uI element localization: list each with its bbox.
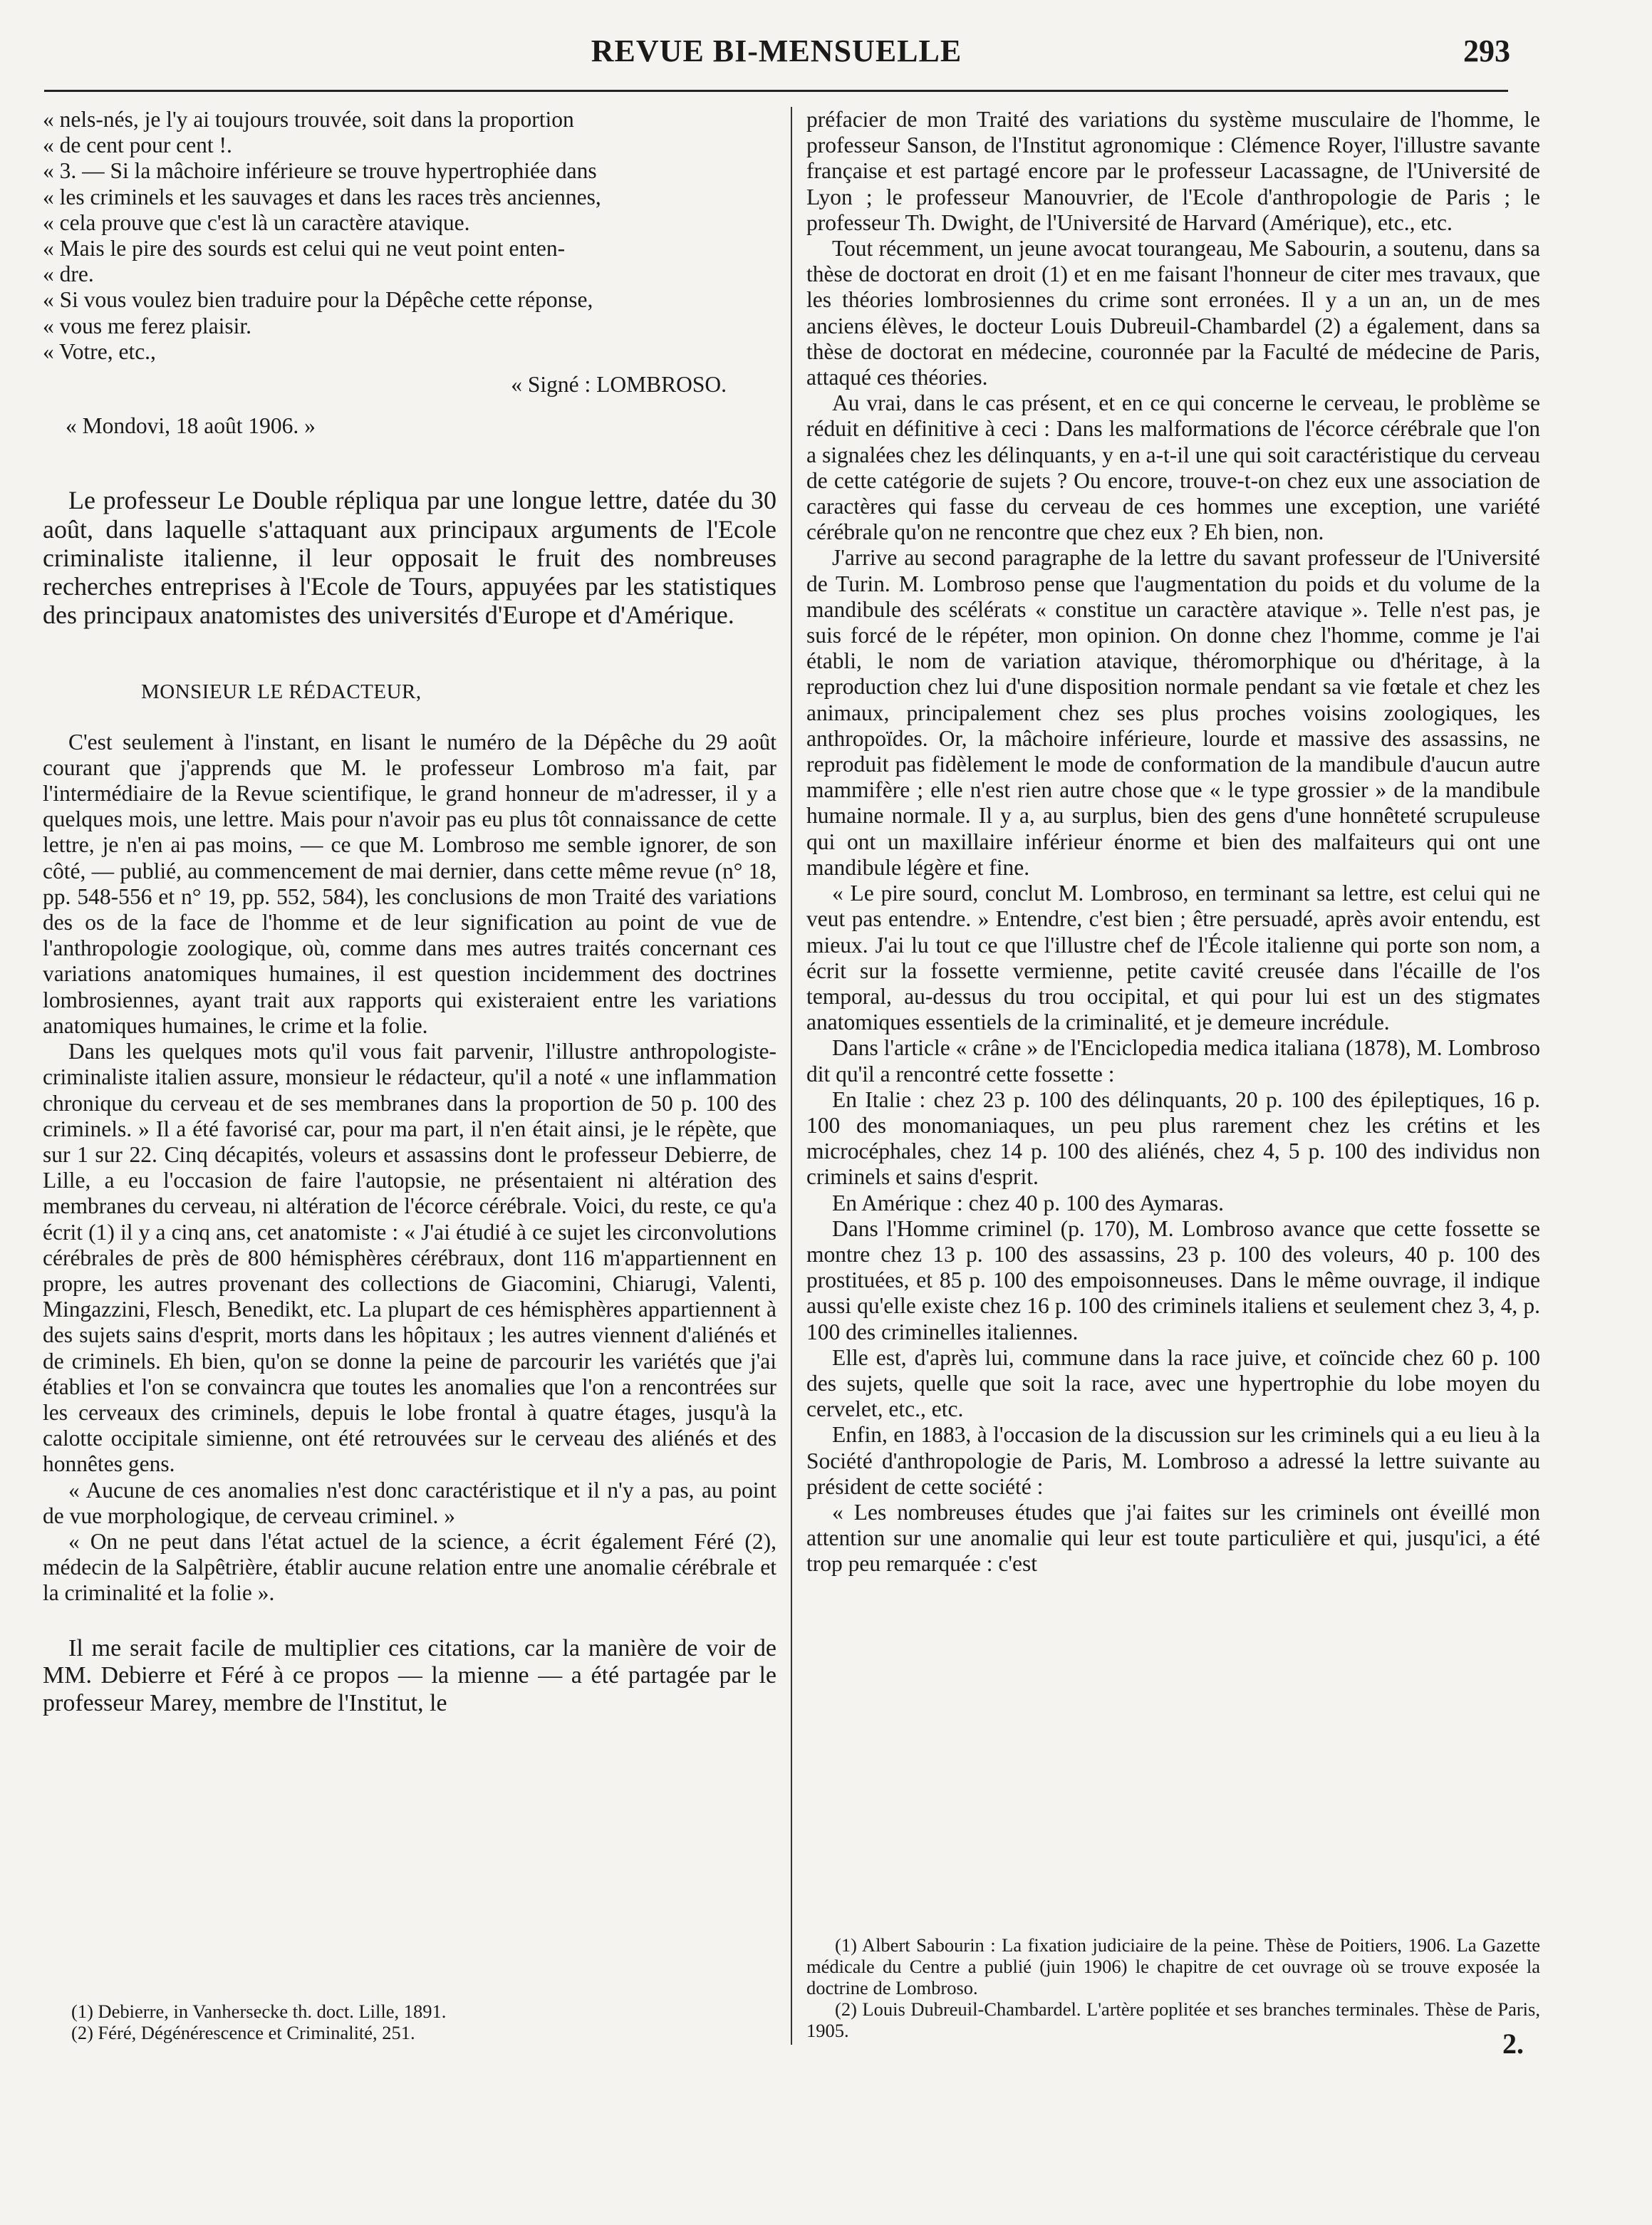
body-paragraph: En Amérique : chez 40 p. 100 des Aymaras. <box>832 1190 1224 1215</box>
left-column <box>43 107 776 1718</box>
body-paragraph: C'est seulement à l'instant, en lisant le numéro de la Dépêche du 29 août courant que j'apprends que M. le professeur Lombroso m'a fait, par l'intermédiaire de la Revue scientifique, le grand honneur de m'adresser, il y a quelques mois, une lettre. Mais pour n'avoir pas eu plus tôt connaissance de cette lettre, je n'en ai pas moins, — ce que M. Lombroso me semble ignorer, de son côté, — publié, au commencement de mai dernier, dans cette même revue (n° 18, pp. 548-556 et n° 19, pp. 552, 584), les conclusions de mon Traité des variations des os de la face de l'homme et de leur signification au point de vue de l'anthropologie zoologique, où, comme dans mes autres traités concernant ces variations anatomiques humaines, il est question incidemment des doctrines lombrosiennes, ayant trait aux rapports qui existeraient entre les variations anatomiques humaines, le crime et la folie. <box>43 729 776 1038</box>
footnote: (2) Féré, Dégénérescence et Criminalité, 251. <box>71 2022 415 2043</box>
body-paragraph: Tout récemment, un jeune avocat tourangeau, Me Sabourin, a soutenu, dans sa thèse de doctorat en droit (1) et en me faisant l'honneur de citer mes travaux, que les théories lombrosiennes du crime sont erronées. Il y a un an, un de mes anciens élèves, le docteur Louis Dubreuil-Chambardel (2) a également, dans sa thèse de doctorat en médecine, couronnée par la Faculté de médecine de Paris, attaqué ces théories. <box>806 236 1540 390</box>
body-paragraph: En Italie : chez 23 p. 100 des délinquants, 20 p. 100 des épileptiques, 16 p. 100 des monomaniaques, un peu plus rarement chez les crétins et les microcéphales, chez 14 p. 100 des aliénés, chez 4, 5 p. 100 des individus non criminels et sains d'esprit. <box>806 1086 1540 1190</box>
body-paragraph: Dans l'article « crâne » de l'Enciclopedia medica italiana (1878), M. Lombroso dit qu'il a rencontré cette fossette : <box>806 1035 1540 1086</box>
body-paragraph: Elle est, d'après lui, commune dans la race juive, et coïncide chez 60 p. 100 des sujets, quelle que soit la race, avec une hypertrophie du lobe moyen du cervelet, etc., etc. <box>806 1344 1540 1422</box>
right-column <box>806 107 1540 1577</box>
body-paragraph: Au vrai, dans le cas présent, et en ce qui concerne le cerveau, le problème se réduit en définitive à ceci : Dans les malformations de l'écorce cérébrale que l'on a signalées chez les délinquants, y en a-t-il une qui soit caractéristique du cerveau de cette catégorie de sujets ? Ou encore, trouve-t-on chez eux une association de caractères qui fasse du cerveau de ces hommes une exception, une variété cérébrale qu'on ne rencontre que chez eux ? Eh bien, non. <box>806 390 1540 545</box>
body-paragraph: « On ne peut dans l'état actuel de la science, a écrit également Féré (2), médecin de la Salpêtrière, établir aucune relation entre une anomalie cérébrale et la criminalité et la folie ». <box>43 1528 776 1606</box>
quote-line: « 3. — Si la mâchoire inférieure se trouve hypertrophiée dans <box>43 158 597 184</box>
footnote: (2) Louis Dubreuil-Chambardel. L'artère poplitée et ses branches terminales. Thèse de Paris, 1905. <box>806 1998 1540 2041</box>
date-line: « Mondovi, 18 août 1906. » <box>66 413 316 439</box>
quote-line: « dre. <box>43 261 94 287</box>
body-paragraph: Enfin, en 1883, à l'occasion de la discussion sur les criminels qui a eu lieu à la Société d'anthropologie de Paris, M. Lombroso a adressé la lettre suivante au président de cette société : <box>806 1422 1540 1499</box>
quote-line: « les criminels et les sauvages et dans les races très anciennes, <box>43 184 601 209</box>
signature-line: « Signé : LOMBROSO. <box>511 372 727 398</box>
page-number: 293 <box>1463 33 1510 68</box>
quote-line: « cela prouve que c'est là un caractère atavique. <box>43 209 470 235</box>
closing-paragraph: Il me serait facile de multiplier ces citations, car la manière de voir de MM. Debierre et Féré à ce propos — la mienne — a été partagée par le professeur Marey, membre de l'Institut, le <box>43 1634 776 1717</box>
body-paragraph: « Aucune de ces anomalies n'est donc caractéristique et il n'y a pas, au point de vue morphologique, de cerveau criminel. » <box>43 1477 776 1528</box>
body-paragraph: J'arrive au second paragraphe de la lettre du savant professeur de l'Université de Turin. M. Lombroso pense que l'augmentation du poids et du volume de la mandibule des scélérats « constitue un caractère atavique ». Telle n'est pas, je suis forcé de le répéter, mon opinion. On donne chez l'homme, comme je l'ai établi, le nom de variation atavique, théromorphique ou d'héritage, à la reproduction chez lui d'une disposition normale pendant sa vie fœtale et chez les animaux, principalement chez ses plus proches voisins zoologiques, les anthropoïdes. Or, la mâchoire inférieure, lourde et massive des assassins, ne reproduit pas fidèlement le mode de conformation de la mandibule d'aucun autre mammifère ; elle n'est rien autre chose que « le type grossier » de la mandibule humaine normale. Il y a, au surplus, bien des gens d'une honnêteté scrupuleuse qui ont un maxillaire inférieur énorme et bien des malfaiteurs qui ont une mandibule légère et fine. <box>806 545 1540 880</box>
body-paragraph: « Les nombreuses études que j'ai faites sur les criminels ont éveillé mon attention sur une anomalie qui leur est toute particulière et qui, jusqu'ici, a été trop peu remarquée : c'est <box>806 1499 1540 1577</box>
quote-line: « vous me ferez plaisir. <box>43 313 252 338</box>
footnote: (1) Debierre, in Vanhersecke th. doct. Lille, 1891. <box>71 2001 447 2022</box>
body-paragraph: Dans l'Homme criminel (p. 170), M. Lombroso avance que cette fossette se montre chez 13 p. 100 des assassins, 23 p. 100 des voleurs, 40 p. 100 des prostituées, et 85 p. 100 des empoisonneuses. Dans le même ouvrage, il indique aussi qu'elle existe chez 16 p. 100 des criminels italiens et seulement chez 3, 4, p. 100 des criminelles italiennes. <box>806 1215 1540 1344</box>
page-header <box>43 28 1510 85</box>
quote-line: « nels-nés, je l'y ai toujours trouvée, soit dans la proportion <box>43 107 574 132</box>
running-title: REVUE BI-MENSUELLE <box>591 33 962 68</box>
signature-mark: 2. <box>1502 2028 1524 2060</box>
body-paragraph: préfacier de mon Traité des variations du système musculaire de l'homme, le professeur Sanson, de l'Institut agronomique : Clémence Royer, l'illustre savante française et est partagé encore par le professeur Lacassagne, de l'Université de Lyon ; le professeur Manouvrier, de l'Ecole d'anthropologie de Paris ; le professeur Th. Dwight, de l'Université de Harvard (Amérique), etc., etc. <box>806 107 1540 235</box>
intro-paragraph: Le professeur Le Double répliqua par une longue lettre, datée du 30 août, dans laquelle s'attaquant aux principaux arguments de l'Ecole criminaliste italienne, il leur opposait le fruit des nombreuses recherches entreprises à l'Ecole de Tours, appuyées par les statistiques des principaux anatomistes des universités d'Europe et d'Amérique. <box>43 486 776 630</box>
quote-line: « Si vous voulez bien traduire pour la Dépêche cette réponse, <box>43 287 593 313</box>
footnote: (1) Albert Sabourin : La fixation judiciaire de la peine. Thèse de Poitiers, 1906. La Gazette médicale du Centre a publié (juin 1906) le chapitre de cet ouvrage où se trouve exposée la doctrine de Lombroso. <box>806 1934 1540 1998</box>
body-paragraph: Dans les quelques mots qu'il vous fait parvenir, l'illustre anthropologiste-criminaliste italien assure, monsieur le rédacteur, qu'il a noté « une inflammation chronique du cerveau et de ses membranes dans la proportion de 50 p. 100 des criminels. » Il a été favorisé car, pour ma part, il n'en était ainsi, je le répète, que sur 1 sur 22. Cinq décapités, voleurs et assassins dont le professeur Debierre, de Lille, a eu l'occasion de faire l'autopsie, ne présentaient ni altération des membranes du cerveau, ni altération de l'écorce cérébrale. Voici, du reste, ce qu'a écrit (1) il y a cinq ans, cet anatomiste : « J'ai étudié à ce sujet les circonvolutions cérébrales de près de 800 hémisphères cérébraux, dont 116 m'appartiennent en propre, les autres provenant des collections de Giacomini, Chiarugi, Valenti, Mingazzini, Flesch, Benedikt, etc. La plupart de ces hémisphères appartiennent à des sujets sains d'esprit, morts dans les hôpitaux ; les autres viennent d'aliénés et de criminels. Eh bien, qu'on se donne la peine de parcourir les variétés que j'ai établies et l'on se convaincra que toutes les anomalies que l'on a rencontrées sur les cerveaux des criminels, depuis le lobe frontal à quatre étages, jusqu'à la calotte occipitale simienne, ont été retrouvées sur le cerveau des aliénés et des honnêtes gens. <box>43 1039 776 1477</box>
body-paragraph: « Le pire sourd, conclut M. Lombroso, en terminant sa lettre, est celui qui ne veut pas entendre. » Entendre, c'est bien ; être persuadé, après avoir entendu, est mieux. J'ai lu tout ce que l'illustre chef de l'École italienne qui porte son nom, a écrit sur la fossette vermienne, petite cavité creusée dans l'écaille de l'os temporal, au-dessus du trou occipital, et qui pour lui est un des stigmates anatomiques essentiels de la criminalité, et je demeure incrédule. <box>806 881 1540 1035</box>
salutation: MONSIEUR LE RÉDACTEUR, <box>141 680 422 704</box>
quote-line: « Votre, etc., <box>43 338 156 364</box>
footnotes-right <box>806 1934 1540 2041</box>
footnotes-left <box>71 2001 776 2043</box>
header-rule <box>44 90 1508 92</box>
quote-line: « de cent pour cent !. <box>43 133 232 158</box>
quote-line: « Mais le pire des sourds est celui qui ne veut point enten- <box>43 236 566 261</box>
column-divider <box>791 107 792 2045</box>
